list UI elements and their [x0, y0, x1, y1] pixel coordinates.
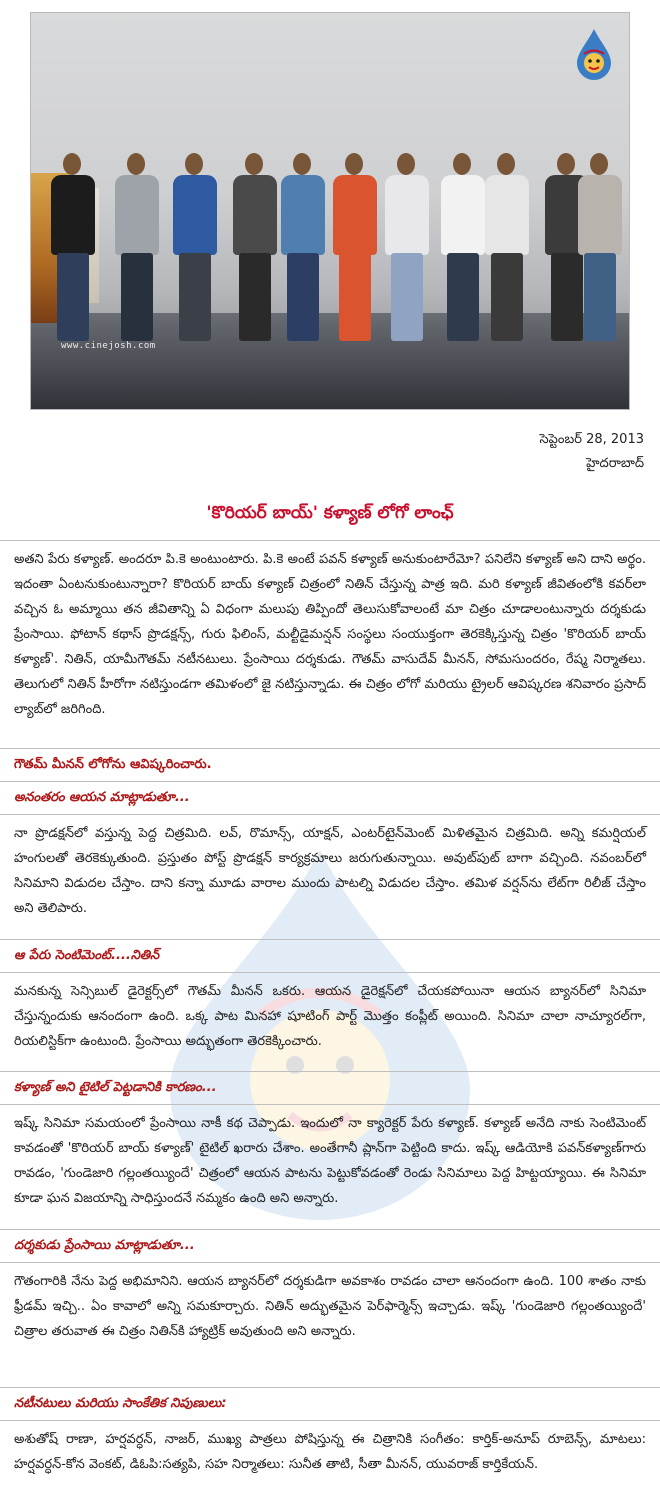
article-paragraph-director: గౌతంగారికి నేను పెద్ద అభిమానిని. ఆయన బ్యానర్‌లో దర్శకుడిగా అవకాశం రావడం చాలా ఆనందంగా ఉంది. 100 శాతం నాకు ఫ్రీడమ్ ఇచ్చి.. ఏం కావాలో అన్ని సమకూర్చారు. నితిన్ అద్భుతమైన పెర్‌ఫార్మెన్స్ ఇచ్చాడు. ఇష్క్ 'గుండెజారి గల్లంతయ్యిందే' చిత్రాల తరువాత ఈ చిత్రం నితిన్‌కి హ్యాట్రిక్ అవుతుంది అని అన్నారు.: [0, 1262, 660, 1387]
drop-face-logo-icon: [573, 27, 615, 81]
article-paragraph-title-reason: ఇష్క్ సినిమా సమయంలో ప్రేంసాయి నాకీ కథ చెప్పాడు. ఇందులో నా క్యారెక్టర్ పేరు కళ్యాణ్. కళ్యాణ్ అనేది నాకు సెంటిమెంట్ కావడంతో 'కొరియర్ బాయ్ కళ్యాణ్' టైటిల్ ఖరారు చేశాం. అంతేగానీ ప్లాన్‌గా పెట్టింది కాదు. ఇష్క్ ఆడియోకి పవన్‌కళ్యాణ్‌గారు రావడం, 'గుండెజారి గల్లంతయ్యిందే' చిత్రంలో ఆయన పాటను పెట్టుకోవడంతో రెండు సినిమాలు పెద్ద హిట్టయ్యాయి. ఈ సినిమా కూడా ఘన విజయాన్ని సాధిస్తుందనే నమ్మకం ఉంది అని అన్నారు.: [0, 1104, 660, 1229]
article-title: 'కొరియర్ బాయ్' కళ్యాణ్ లోగో లాంఛ్: [206, 503, 454, 523]
section-heading-director-speech: దర్శకుడు ప్రేంసాయి మాట్లాడుతూ...: [0, 1229, 660, 1262]
article-paragraph-cast-crew: అశుతోష్ రాణా, హర్షవర్ధన్, నాజర్, ముఖ్య పాత్రలు పోషిస్తున్న ఈ చిత్రానికి సంగీతం: కార్తిక్-అనూప్ రూబెన్స్, మాటలు: హర్షవర్ధన్-కోన వెంకట్, డిఓపి:సత్యపి, సహ నిర్మాతలు: సునీత తాటి, సీతా మీనన్, యువరాజ్ కార్తికేయన్.: [0, 1420, 660, 1493]
section-heading-title-reason: కళ్యాణ్ అని టైటిల్ పెట్టడానికి కారణం...: [0, 1071, 660, 1104]
article-place: హైదరాబాద్: [586, 456, 644, 471]
article-paragraph-intro: అతని పేరు కళ్యాణ్. అందరూ పి.కె అంటుంటారు. పి.కె అంటే పవన్ కళ్యాణ్ అనుకుంటారేమో? పనిలేని కళ్యాణ్ అని దాని అర్థం. ఇదంతా ఏంటనుకుంటున్నారా? కొరియర్ బాయ్ కళ్యాణ్ చిత్రంలో నితిన్ చేస్తున్న పాత్ర ఇది. మరి కళ్యాణ్ జీవితంలోకి కవర్‌లా వచ్చిన ఓ అమ్మాయి తన జీవితాన్ని ఏ విధంగా మలుపు తిప్పిందో తెలుసుకోవాలంటే మా చిత్రం చూడాలంటున్నారు దర్శకుడు ప్రేంసాయి. ఫోటాన్ కథాస్ ప్రొడక్షన్స్, గురు ఫిలింస్, మల్టీడైమన్షన్ సంస్థలు సంయుక్తంగా తెరకెక్కిస్తున్న చిత్రం 'కొరియర్ బాయ్ కళ్యాణ్'. నితిన్, యామీగౌతమ్ నటీనటులు. ప్రేంసాయి దర్శకుడు. గౌతమ్ వాసుదేవ్ మీనన్, సోమసుందరం, రేష్మ నిర్మాతలు. తెలుగులో నితిన్ హీరోగా నటిస్తుండగా తమిళంలో జై నటిస్తున్నాడు. ఈ చిత్రం లోగో మరియు ట్రైలర్ ఆవిష్కరణ శనివారం ప్రసాద్ ల్యాబ్‌లో జరిగింది.: [0, 540, 660, 748]
section-heading-nithin-sentiment: ఆ పేరు సెంటిమెంట్....నితిన్: [0, 939, 660, 972]
section-heading-gautham-speech: అనంతరం ఆయన మాట్లాడుతూ...: [0, 781, 660, 814]
article-date: సెప్టెంబర్ 28, 2013: [539, 432, 644, 447]
article-paragraph-gautham: నా ప్రొడక్షన్‌లో వస్తున్న పెద్ద చిత్రమిది. లవ్, రొమాన్స్, యాక్షన్, ఎంటర్‌టైన్‌మెంట్ మిళితమైన చిత్రమిది. అన్ని కమర్షియల్ హంగులతో తెరకెక్కుతుంది. ప్రస్తుతం పోస్ట్ ప్రొడక్షన్ కార్యక్రమాలు జరుగుతున్నాయి. అవుట్‌పుట్ బాగా వచ్చింది. నవంబర్‌లో సినిమాని విడుదల చేస్తాం. దాని కన్నా మూడు వారాల ముందు పాటల్ని విడుదల చేస్తాం. తమిళ వర్షన్‌ను లేట్‌గా రిలీజ్ చేస్తాం అని తెలిపారు.: [0, 814, 660, 939]
photo-watermark-url: www.cinejosh.com: [61, 341, 156, 351]
article-paragraph-nithin: మనకున్న సెన్సిబుల్ డైరెక్టర్స్‌లో గౌతమ్ మీనన్ ఒకరు. ఆయన డైరెక్షన్‌లో చేయకపోయినా ఆయన బ్యానర్‌లో సినిమా చేస్తున్నందుకు ఆనందంగా ఉంది. ఒక్క పాట మినహా షూటింగ్ పార్ట్ మొత్తం కంప్లీట్ అయింది. సినిమా చాలా నాచ్యూరల్‌గా, రియలిస్టిక్‌గా ఉంటుంది. ప్రేంసాయి అద్భుతంగా తెరకెక్కించారు.: [0, 972, 660, 1071]
article-body: [0, 540, 660, 1493]
section-heading-logo-launch: గౌతమ్ మీనన్ లోగోను ఆవిష్కరించారు.: [0, 748, 660, 781]
section-heading-cast-crew: నటీనటులు మరియు సాంకేతిక నిపుణులు:: [0, 1387, 660, 1420]
event-photo: [30, 12, 630, 410]
